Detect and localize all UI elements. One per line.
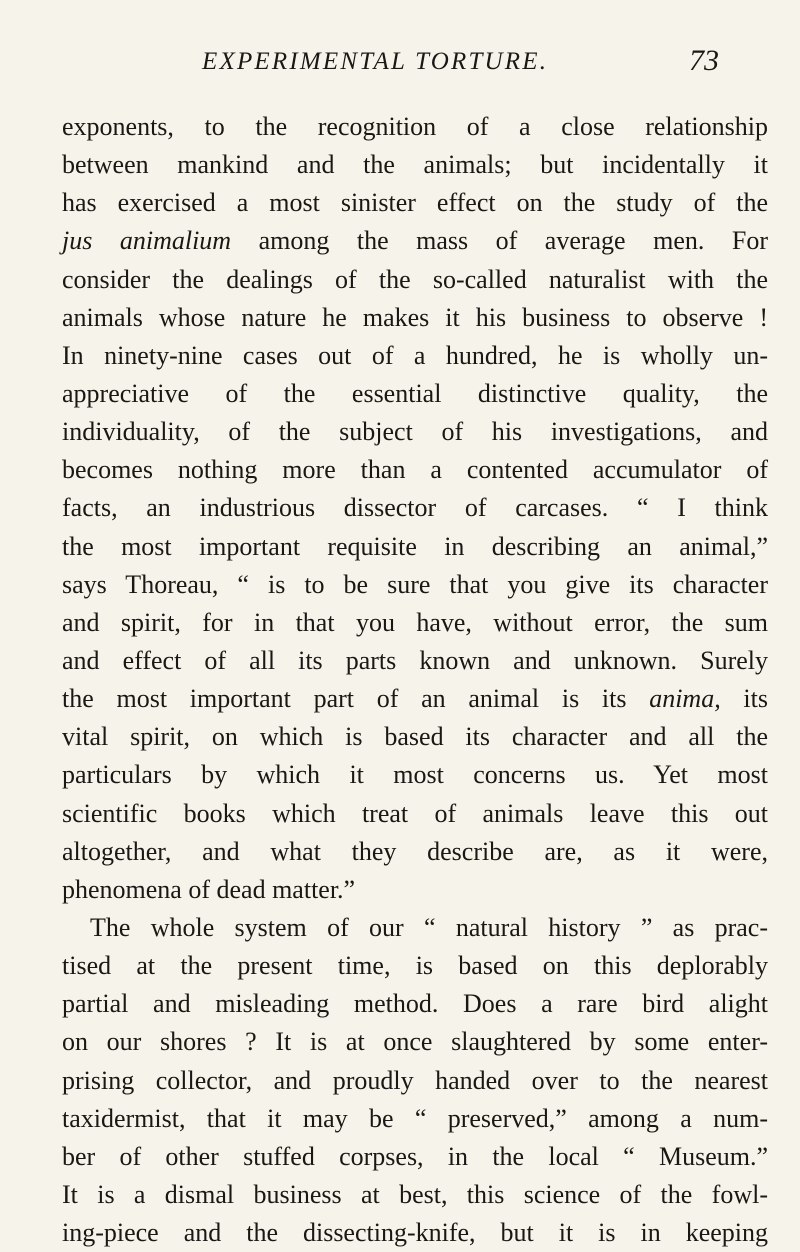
- text-line: appreciative of the essential distinctive quality, the: [62, 378, 768, 408]
- text-line: taxidermist, that it may be “ preserved,” among a num-: [62, 1103, 768, 1133]
- text-line: ing-piece and the dissecting-knife, but it is in keeping: [62, 1218, 768, 1248]
- running-head: [62, 44, 768, 84]
- text-run: the most important part of an animal is its: [62, 684, 650, 714]
- text-line: vital spirit, on which is based its character and all the: [62, 722, 768, 752]
- text-line: says Thoreau, “ is to be sure that you give its character: [62, 569, 768, 599]
- text-line: The whole system of our “ natural history ” as prac-: [90, 912, 768, 942]
- text-line: and spirit, for in that you have, without error, the sum: [62, 607, 768, 637]
- running-title: EXPERIMENTAL TORTURE.: [202, 48, 549, 75]
- text-line: consider the dealings of the so-called naturalist with the: [62, 264, 768, 294]
- text-line: phenomena of dead matter.”: [62, 874, 356, 904]
- text-line: becomes nothing more than a contented accumulator of: [62, 455, 768, 485]
- italic-phrase: anima,: [649, 684, 721, 714]
- text-line: animals whose nature he makes it his business to observe !: [62, 302, 768, 332]
- text-line: prising collector, and proudly handed over to the nearest: [62, 1065, 768, 1095]
- text-line: altogether, and what they describe are, as it were,: [62, 836, 768, 866]
- text-line: facts, an industrious dissector of carcases. “ I think: [62, 493, 768, 523]
- text-run: its: [720, 684, 768, 714]
- text-line: [62, 222, 768, 260]
- body-text: [62, 108, 768, 1252]
- text-line: In ninety-nine cases out of a hundred, he is wholly un-: [62, 340, 768, 370]
- text-line: It is a dismal business at best, this science of the fowl-: [62, 1179, 768, 1209]
- text-line: and effect of all its parts known and unknown. Surely: [62, 645, 768, 675]
- text-line: has exercised a most sinister effect on the study of the: [62, 188, 768, 218]
- text-run: among the mass of average men. For: [231, 226, 768, 256]
- text-line: individuality, of the subject of his investigations, and: [62, 417, 768, 447]
- italic-phrase: jus animalium: [62, 226, 232, 256]
- text-line: particulars by which it most concerns us. Yet most: [62, 760, 768, 790]
- page-number: 73: [689, 44, 719, 77]
- text-line: [62, 680, 768, 718]
- text-line: partial and misleading method. Does a rare bird alight: [62, 989, 768, 1019]
- text-line: ber of other stuffed corpses, in the local “ Museum.”: [62, 1141, 768, 1171]
- text-line: exponents, to the recognition of a close relationship: [62, 112, 768, 141]
- text-line: on our shores ? It is at once slaughtered by some enter-: [62, 1027, 768, 1057]
- text-line: between mankind and the animals; but incidentally it: [62, 150, 768, 180]
- text-line: scientific books which treat of animals leave this out: [62, 798, 768, 828]
- text-line: the most important requisite in describing an animal,”: [62, 531, 768, 561]
- text-line: tised at the present time, is based on this deplorably: [62, 951, 768, 981]
